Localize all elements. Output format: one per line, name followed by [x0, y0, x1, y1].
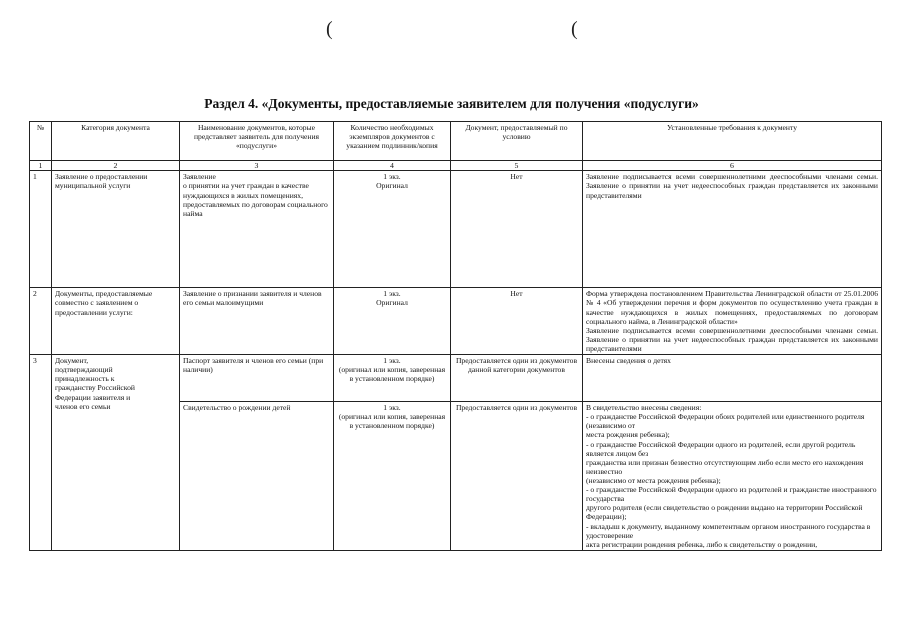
- header-cell: №: [30, 122, 52, 161]
- section-title: Раздел 4. «Документы, предоставляемые заявителем для получения «подуслуги»: [204, 96, 699, 111]
- right-parenthesis-mark: (: [571, 18, 578, 40]
- column-number: 5: [451, 161, 583, 171]
- header-cell: Наименование документов, которые представляет заявитель для получения «подуслуги»: [180, 122, 334, 161]
- header-row: [30, 122, 882, 161]
- conditional-document: Нет: [451, 288, 583, 355]
- document-category: Документы, предоставляемые совместно с заявлением о предоставлении услуги:: [52, 288, 180, 355]
- header-cell: Категория документа: [52, 122, 180, 161]
- document-category: Заявление о предоставлении муниципальной услуги: [52, 171, 180, 288]
- row-number: 2: [30, 288, 52, 355]
- column-number: 2: [52, 161, 180, 171]
- copies-count: 1 экз. Оригинал: [334, 288, 451, 355]
- copies-count: 1 экз. Оригинал: [334, 171, 451, 288]
- row-number: 1: [30, 171, 52, 288]
- column-number: 1: [30, 161, 52, 171]
- document-requirements: Заявление подписывается всеми совершеннолетними дееспособными членами семьи. Заявление о принятии на учет недееспособных граждан представляется их законными представителями: [583, 171, 882, 288]
- column-number: 3: [180, 161, 334, 171]
- column-number: 4: [334, 161, 451, 171]
- document-category: Документ, подтверждающий принадлежность к гражданству Российской Федерации заявителя и членов его семьи: [52, 355, 180, 551]
- conditional-document: Предоставляется один из документов данной категории документов: [451, 355, 583, 402]
- table-row: [30, 288, 882, 355]
- table-row: [30, 355, 882, 402]
- document-name: Свидетельство о рождении детей: [180, 402, 334, 551]
- document-name: Заявление о признании заявителя и членов его семьи малоимущими: [180, 288, 334, 355]
- document-requirements: Внесены сведения о детях: [583, 355, 882, 402]
- left-parenthesis-mark: (: [326, 18, 333, 40]
- column-number-row: [30, 161, 882, 171]
- table-row: [30, 171, 882, 288]
- column-number: 6: [583, 161, 882, 171]
- header-cell: Установленные требования к документу: [583, 122, 882, 161]
- conditional-document: Предоставляется один из документов: [451, 402, 583, 551]
- header-cell: Количество необходимых экземпляров документов с указанием подлинник/копия: [334, 122, 451, 161]
- documents-table: [29, 121, 882, 551]
- copies-count: 1 экз. (оригинал или копия, заверенная в установленном порядке): [334, 402, 451, 551]
- header-cell: Документ, предоставляемый по условию: [451, 122, 583, 161]
- document-name: Заявление о принятии на учет граждан в качестве нуждающихся в жилых помещениях, предоставляемых по договорам социального найма: [180, 171, 334, 288]
- document-requirements: Форма утверждена постановлением Правительства Ленинградской области от 25.01.2006 № 4 «Об утверждении перечня и форм документов по осуществлению учета граждан в качестве нуждающихся в жилых помещениях, предоставляемых по договорам социального найма, в Ленинградской области» Заявление подписывается всеми совершеннолетними дееспособными членами семьи. Заявление о принятии на учет недееспособных граждан представляется их законными представителями: [583, 288, 882, 355]
- copies-count: 1 экз. (оригинал или копия, заверенная в установленном порядке): [334, 355, 451, 402]
- row-number: 3: [30, 355, 52, 551]
- document-requirements: В свидетельство внесены сведения: - о гражданстве Российской Федерации обоих родителей или единственного родителя (независимо от места рождения ребенка); - о гражданстве Российской Федерации одного из родителей, если другой родитель является лицом без гражданства или признан безвестно отсутствующим либо если место его нахождения неизвестно (независимо от места рождения ребенка); - о гражданстве Российской Федерации одного из родителей и гражданстве иностранного государства другого родителя (если свидетельство о рождении выдано на территории Российской Федерации); - вкладыш к документу, выданному компетентным органом иностранного государства в удостоверение акта регистрации рождения ребенка, либо к свидетельству о рождении,: [583, 402, 882, 551]
- conditional-document: Нет: [451, 171, 583, 288]
- document-name: Паспорт заявителя и членов его семьи (при наличии): [180, 355, 334, 402]
